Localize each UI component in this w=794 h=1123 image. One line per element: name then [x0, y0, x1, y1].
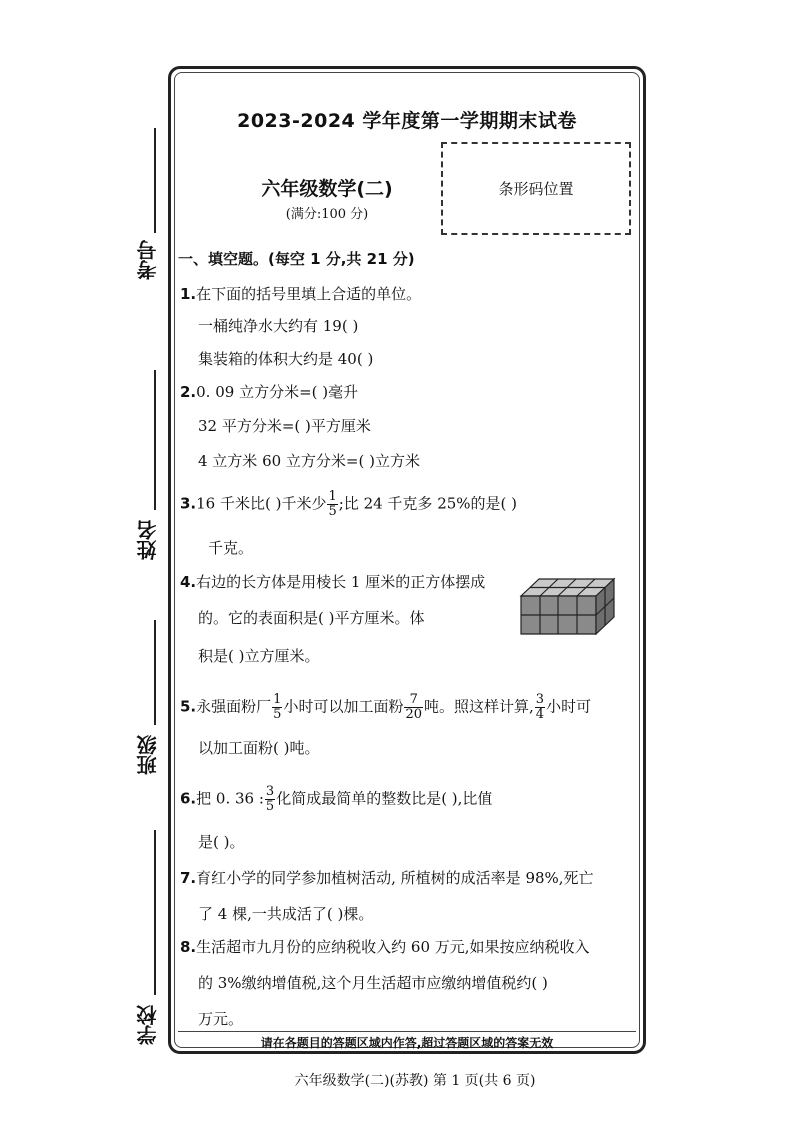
q3-part-2[interactable]: ;比 24 千克多 25%的是( ) [338, 494, 518, 513]
q2-line-a [180, 382, 358, 402]
q4-line-3[interactable]: 积是( )立方厘米。 [198, 647, 320, 665]
side-line-school[interactable] [154, 830, 156, 995]
q6-part-1: 把 0. 36 : [196, 789, 264, 808]
full-mark: (满分:100 分) [285, 207, 369, 222]
q3-fraction-numerator: 1 [328, 489, 337, 504]
barcode-box [441, 142, 631, 235]
side-label-exam-no-text: 考号 [136, 240, 160, 280]
q3-number: 3. [180, 494, 197, 513]
notice-separator [178, 1031, 636, 1032]
q8-number: 8. [180, 938, 197, 956]
q4-line-1-text: 右边的长方体是用棱长 1 厘米的正方体摆成 [196, 573, 486, 591]
q5-part-4: 小时可 [546, 697, 592, 716]
side-label-school [128, 1005, 168, 1050]
q3-fraction [327, 490, 337, 519]
q6-fraction [265, 785, 275, 814]
side-label-name [128, 520, 168, 565]
q1-stem-line [180, 284, 421, 304]
subject-title: 六年级数学(二) [261, 178, 393, 200]
q5-fraction-1-denominator: 5 [273, 707, 282, 722]
side-label-school-text: 学校 [136, 1005, 160, 1045]
q5-fraction-1-numerator: 1 [273, 692, 282, 707]
q5-part-3: 吨。照这样计算, [424, 697, 534, 716]
q7-line-1-text: 育红小学的同学参加植树活动, 所植树的成活率是 98%,死亡 [196, 869, 594, 887]
q4-number: 4. [180, 573, 197, 591]
side-label-exam-no [128, 240, 168, 285]
q8-line-1 [180, 937, 590, 957]
q8-line-2[interactable]: 的 3%缴纳增值税,这个月生活超市应缴纳增值税约( ) [198, 974, 548, 992]
q6-number: 6. [180, 789, 197, 808]
q3-line-1 [180, 490, 517, 519]
q5-number: 5. [180, 697, 197, 716]
q6-fraction-denominator: 5 [265, 799, 275, 814]
side-label-class-text: 班级 [136, 735, 160, 775]
page-footer: 六年级数学(二)(苏教) 第 1 页(共 6 页) [294, 1073, 536, 1089]
q5-line-2[interactable]: 以加工面粉( )吨。 [198, 739, 320, 757]
side-label-class [128, 735, 168, 780]
q6-part-2[interactable]: 化简成最简单的整数比是( ),比值 [276, 789, 493, 808]
q7-line-2[interactable]: 了 4 棵,一共成活了( )棵。 [198, 905, 374, 923]
q4-line-2[interactable]: 的。它的表面积是( )平方厘米。体 [198, 609, 425, 627]
q2-item-a[interactable]: 0. 09 立方分米=( )毫升 [196, 383, 359, 401]
side-line-name[interactable] [154, 370, 156, 510]
q6-line-1 [180, 785, 492, 814]
q5-part-1: 永强面粉厂 [196, 697, 272, 716]
barcode-label: 条形码位置 [498, 180, 574, 198]
q5-fraction-3-denominator: 4 [535, 707, 545, 722]
q7-line-1 [180, 868, 594, 888]
q5-fraction-3 [535, 693, 545, 722]
q5-fraction-1 [272, 693, 282, 722]
q5-fraction-2 [404, 693, 423, 722]
q2-item-c[interactable]: 4 立方米 60 立方分米=( )立方米 [198, 452, 420, 470]
side-line-class[interactable] [154, 620, 156, 725]
q5-line-1 [180, 693, 591, 722]
q5-part-2: 小时可以加工面粉 [283, 697, 404, 716]
section1-heading: 一、填空题。(每空 1 分,共 21 分) [178, 250, 415, 268]
q6-line-2[interactable]: 是( )。 [198, 833, 245, 851]
q3-part-3: 千克。 [208, 539, 254, 557]
q2-number: 2. [180, 383, 197, 401]
q1-number: 1. [180, 285, 197, 303]
side-line-exam-no[interactable] [154, 128, 156, 233]
q1-stem: 在下面的括号里填上合适的单位。 [196, 285, 422, 303]
q8-line-3: 万元。 [198, 1010, 244, 1028]
exam-title: 2023-2024 学年度第一学期期末试卷 [237, 110, 577, 132]
q4-line-1 [180, 572, 485, 592]
answer-area-notice: 请在各题目的答题区域内作答,超过答题区域的答案无效 [260, 1036, 554, 1050]
q3-fraction-denominator: 5 [328, 504, 337, 519]
q1-item-a[interactable]: 一桶纯净水大约有 19( ) [198, 317, 359, 335]
q3-part-1[interactable]: 16 千米比( )千米少 [196, 494, 327, 513]
q6-fraction-numerator: 3 [265, 784, 275, 799]
q5-fraction-2-numerator: 7 [404, 693, 423, 708]
cuboid-figure [518, 574, 618, 636]
q5-fraction-2-denominator: 20 [405, 707, 422, 722]
q5-fraction-3-numerator: 3 [535, 692, 545, 707]
q2-item-b[interactable]: 32 平方分米=( )平方厘米 [198, 417, 371, 435]
side-label-name-text: 姓名 [136, 520, 160, 560]
q1-item-b[interactable]: 集装箱的体积大约是 40( ) [198, 350, 374, 368]
q7-number: 7. [180, 869, 197, 887]
q8-line-1-text: 生活超市九月份的应纳税收入约 60 万元,如果按应纳税收入 [196, 938, 590, 956]
